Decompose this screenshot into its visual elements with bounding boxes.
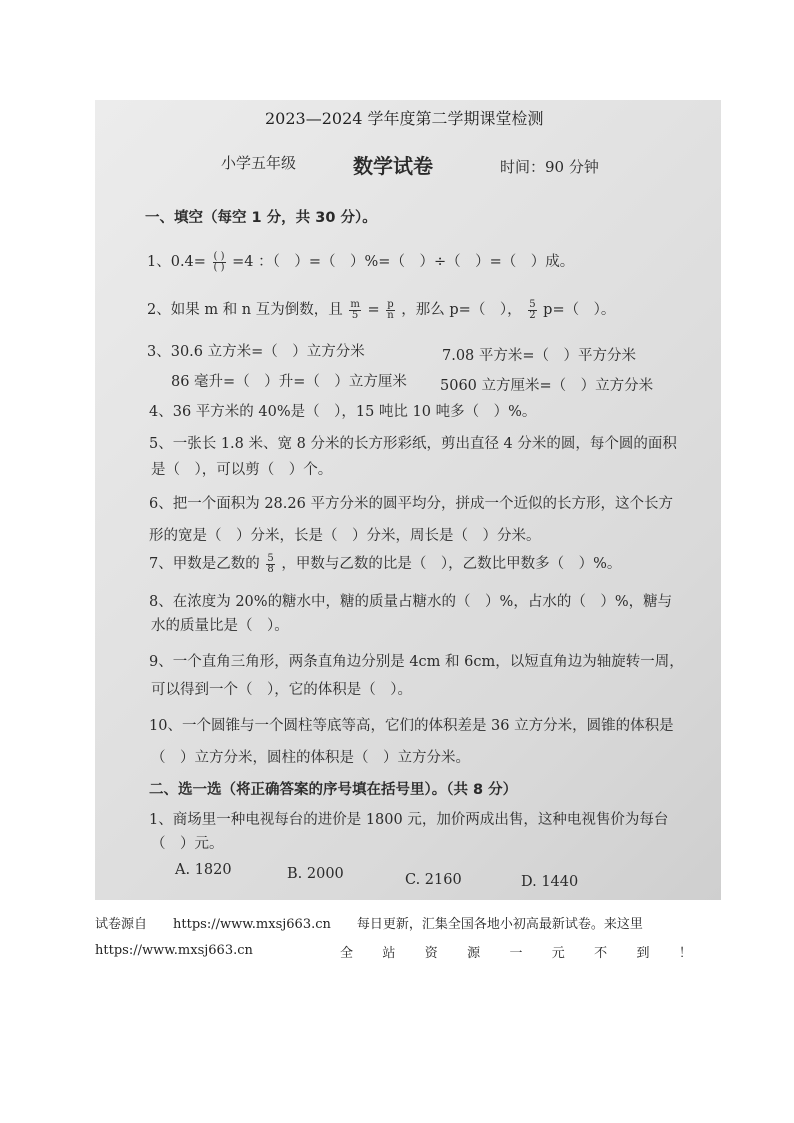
- q7-text-b: ，甲数与乙数的比是（ ），乙数比甲数多（ ）%。: [281, 556, 622, 572]
- slogan-char: 资: [424, 946, 438, 961]
- slogan-char: 元: [551, 946, 565, 961]
- grade-label: 小学五年级: [221, 154, 297, 172]
- question-3a: 3、30.6 立方米=（ ）立方分米: [147, 344, 365, 360]
- q2-text-b: ，那么 p=（ ），: [401, 302, 522, 318]
- subject-title: 数学试卷: [353, 154, 433, 178]
- q1-text-a: 1、0.4=: [147, 254, 206, 270]
- choice-question-1-line-2: （ ）元。: [151, 836, 224, 852]
- question-6-line-1: 6、把一个面积为 28.26 平方分米的圆平均分，拼成一个近似的长方形，这个长方: [149, 496, 673, 512]
- slogan-char: 全: [340, 946, 354, 961]
- q2-equals: =: [367, 302, 380, 318]
- footer-slogan: [340, 942, 692, 961]
- q7-frac-num: 5: [267, 552, 274, 564]
- q1-frac-num: ( ): [213, 250, 225, 262]
- q2-text-a: 2、如果 m 和 n 互为倒数，且: [147, 302, 343, 318]
- question-9-line-2: 可以得到一个（ ），它的体积是（ ）。: [151, 682, 412, 698]
- question-9-line-1: 9、一个直角三角形，两条直角边分别是 4cm 和 6cm，以短直角边为轴旋转一周，: [149, 654, 684, 670]
- q2-text-c: p=（ ）。: [543, 302, 616, 318]
- exam-title: 2023—2024 学年度第二学期课堂检测: [265, 109, 544, 128]
- slogan-char: 到: [636, 946, 650, 961]
- q2-f2-num: p: [387, 298, 394, 310]
- slogan-char: 源: [467, 946, 481, 961]
- question-3b: 7.08 平方米=（ ）平方分米: [442, 348, 637, 364]
- question-1: [147, 250, 574, 273]
- q7-frac-den: 8: [267, 563, 274, 575]
- question-7: [149, 552, 621, 575]
- question-10-line-2: （ ）立方分米，圆柱的体积是（ ）立方分米。: [151, 750, 470, 766]
- footer-url[interactable]: https://www.mxsj663.cn: [95, 943, 253, 958]
- question-4: 4、36 平方米的 40%是（ ），15 吨比 10 吨多（ ）%。: [149, 404, 537, 420]
- slogan-char: 不: [594, 946, 608, 961]
- question-8-line-1: 8、在浓度为 20%的糖水中，糖的质量占糖水的（ ）%，占水的（ ）%，糖与: [149, 594, 673, 610]
- question-3c: 86 毫升=（ ）升=（ ）立方厘米: [171, 374, 407, 390]
- q1-text-b: =4 ：（ ）=（ ）%=（ ）÷（ ）=（ ）成。: [232, 254, 575, 270]
- q2-fraction-1: [349, 300, 360, 321]
- option-a: A. 1820: [175, 862, 232, 878]
- option-d: D. 1440: [521, 874, 579, 890]
- q7-text-a: 7、甲数是乙数的: [149, 556, 260, 572]
- exam-photo: [95, 100, 721, 900]
- question-2: [147, 298, 615, 321]
- section-2-heading: 二、选一选（将正确答案的序号填在括号里）。（共 8 分）: [149, 782, 518, 798]
- question-3d: 5060 立方厘米=（ ）立方分米: [440, 378, 654, 394]
- q2-fraction-3: [528, 300, 536, 321]
- question-8-line-2: 水的质量比是（ ）。: [151, 618, 289, 634]
- question-10-line-1: 10、一个圆锥与一个圆柱等底等高，它们的体积差是 36 立方分米，圆锥的体积是: [149, 718, 674, 734]
- q2-f3-den: 2: [529, 309, 536, 321]
- q2-f1-num: m: [350, 298, 360, 310]
- slogan-char: ！: [678, 946, 692, 961]
- option-c: C. 2160: [405, 872, 462, 888]
- section-1-heading: 一、填空（每空 1 分，共 30 分）。: [145, 210, 377, 226]
- q7-fraction: [266, 554, 274, 575]
- question-5-line-1: 5、一张长 1.8 米、宽 8 分米的长方形彩纸，剪出直径 4 分米的圆，每个圆的面积: [149, 436, 677, 452]
- choice-question-1-line-1: 1、商场里一种电视每台的进价是 1800 元，加价两成出售，这种电视售价为每台: [149, 812, 669, 828]
- q2-fraction-2: [386, 300, 394, 321]
- option-b: B. 2000: [287, 866, 344, 882]
- q2-f1-den: 5: [351, 309, 359, 321]
- question-5-line-2: 是（ ），可以剪（ ）个。: [151, 462, 333, 478]
- q2-f2-den: n: [387, 309, 394, 321]
- q1-frac-den: ( ): [213, 261, 225, 273]
- q1-fraction: [213, 252, 226, 273]
- slogan-char: 站: [382, 946, 396, 961]
- time-label: 时间：90 分钟: [500, 158, 599, 176]
- q2-f3-num: 5: [529, 298, 536, 310]
- slogan-char: 一: [509, 946, 523, 961]
- question-6-line-2: 形的宽是（ ）分米，长是（ ）分米，周长是（ ）分米。: [149, 528, 541, 544]
- footer-source-line: 试卷源自 https://www.mxsj663.cn 每日更新，汇集全国各地小初高最新试卷。来这里: [95, 917, 643, 932]
